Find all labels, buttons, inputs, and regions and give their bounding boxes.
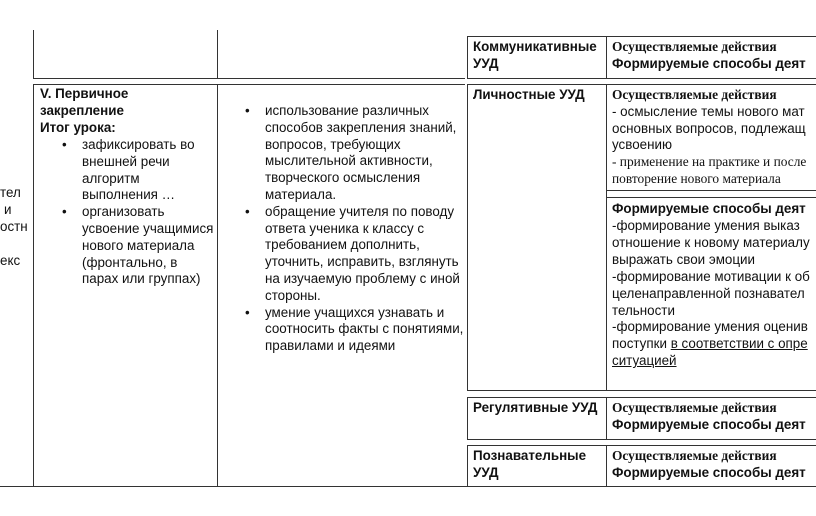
- bullet-icon: •: [245, 304, 250, 320]
- reg-bottom-border: [467, 439, 816, 440]
- stage-bullet-1: зафиксировать во внешней речи алгоритм выполнения …: [82, 137, 195, 203]
- personal-methods-heading: Формируемые способы деят: [612, 201, 806, 216]
- cog-uud-label: Познавательные УУД: [473, 448, 587, 480]
- personal-method-4: -формирование мотивации к об: [612, 269, 810, 284]
- cog-left-border: [467, 445, 468, 486]
- list-item: [245, 304, 467, 355]
- list-item: [245, 103, 467, 204]
- left-fragment-3: остн: [0, 219, 28, 234]
- reg-actions-heading: Осуществляемые действия: [612, 400, 777, 415]
- personal-top-border: [467, 84, 816, 85]
- col-divider-2-top: [217, 30, 218, 78]
- stage-subtitle: Итог урока:: [40, 119, 116, 135]
- table-bottom-border: [0, 486, 816, 487]
- reg-top-border: [467, 397, 816, 398]
- bullet-icon: •: [245, 203, 250, 219]
- bullet-icon: •: [245, 103, 250, 118]
- personal-method-6: тельности: [612, 303, 675, 318]
- bullet-icon: •: [62, 204, 67, 220]
- bullet-icon: •: [62, 137, 67, 152]
- cog-actions-heading: Осуществляемые действия: [612, 448, 777, 463]
- comm-bottom-border: [467, 78, 816, 79]
- stage-title: [40, 86, 210, 136]
- method-2: обращение учителя по поводу ответа ученика к классу с требованием дополнить, уточнить, исправить, взглянуть на изучаемую проблему с иной стороны.: [265, 203, 460, 303]
- reg-mid-border: [606, 397, 607, 439]
- cog-methods-heading: Формируемые способы деят: [612, 465, 806, 480]
- personal-method-8-row: [612, 336, 808, 353]
- personal-action-1: - осмысление темы нового мат: [612, 104, 805, 119]
- personal-method-7: -формирование умения оценив: [612, 319, 808, 334]
- personal-mid-border: [606, 84, 607, 390]
- reg-methods-heading: Формируемые способы деят: [612, 417, 806, 432]
- personal-method-8: поступки: [612, 336, 667, 351]
- personal-actions-heading: Осуществляемые действия: [612, 87, 777, 102]
- personal-uud-label: Личностные УУД: [473, 87, 585, 102]
- reg-uud-label: Регулятивные УУД: [473, 400, 598, 415]
- list-item: [62, 137, 216, 204]
- personal-methods-top: [606, 197, 816, 198]
- col-divider-2: [217, 84, 218, 486]
- stage-title-text: V. Первичное закрепление: [40, 86, 129, 118]
- left-fragment-1: тел: [0, 185, 21, 200]
- comm-actions-heading: Осуществляемые действия: [612, 39, 777, 54]
- stage-bullet-2: организовать усвоение учащимися нового материала (фронтально, в парах или группах): [82, 204, 214, 287]
- reg-left-border: [467, 397, 468, 439]
- method-3: умение учащихся узнавать и соотносить факты с понятиями, правилами и идеями: [265, 304, 464, 354]
- personal-method-2: отношение к новому материалу: [612, 235, 810, 250]
- stage-top-border: [33, 84, 465, 85]
- personal-method-link-2: ситуацией: [612, 353, 677, 368]
- comm-top-border: [467, 36, 816, 37]
- col-divider-1-top: [33, 30, 34, 78]
- comm-methods-heading: Формируемые способы деят: [612, 56, 806, 71]
- cog-top-border: [467, 445, 816, 446]
- personal-action-5: повторение нового материала: [612, 171, 781, 186]
- row-divider-top: [33, 78, 465, 79]
- personal-method-5: целенаправленной познавател: [612, 286, 805, 301]
- personal-action-2: основных вопросов, подлежащ: [612, 121, 806, 136]
- personal-actions-bottom: [606, 190, 816, 191]
- personal-method-3: выражать свои эмоции: [612, 252, 755, 267]
- col-divider-1: [33, 84, 34, 486]
- personal-method-link: в соответствии с опре: [670, 336, 808, 351]
- list-item: [62, 204, 216, 288]
- personal-action-4: - применение на практике и после: [612, 154, 807, 169]
- left-fragment-2: и: [4, 202, 12, 217]
- personal-action-3: усвоению: [612, 137, 673, 152]
- comm-left-border: [467, 36, 468, 78]
- comm-uud-label: Коммуникативные УУД: [473, 39, 597, 71]
- left-fragment-4: екс: [0, 253, 21, 268]
- method-1: использование различных способов закрепления знаний, вопросов, требующих мыслительной активности, творческого осмысления материала.: [265, 103, 457, 202]
- personal-bottom-border: [467, 390, 816, 391]
- comm-mid-border: [606, 36, 607, 78]
- uud-left-border: [467, 84, 468, 390]
- cog-mid-border: [606, 445, 607, 486]
- list-item: [245, 203, 467, 305]
- methods-bullet-list: [245, 103, 467, 355]
- personal-method-1: -формирование умения выказ: [612, 218, 800, 233]
- stage-bullet-list: [62, 137, 216, 288]
